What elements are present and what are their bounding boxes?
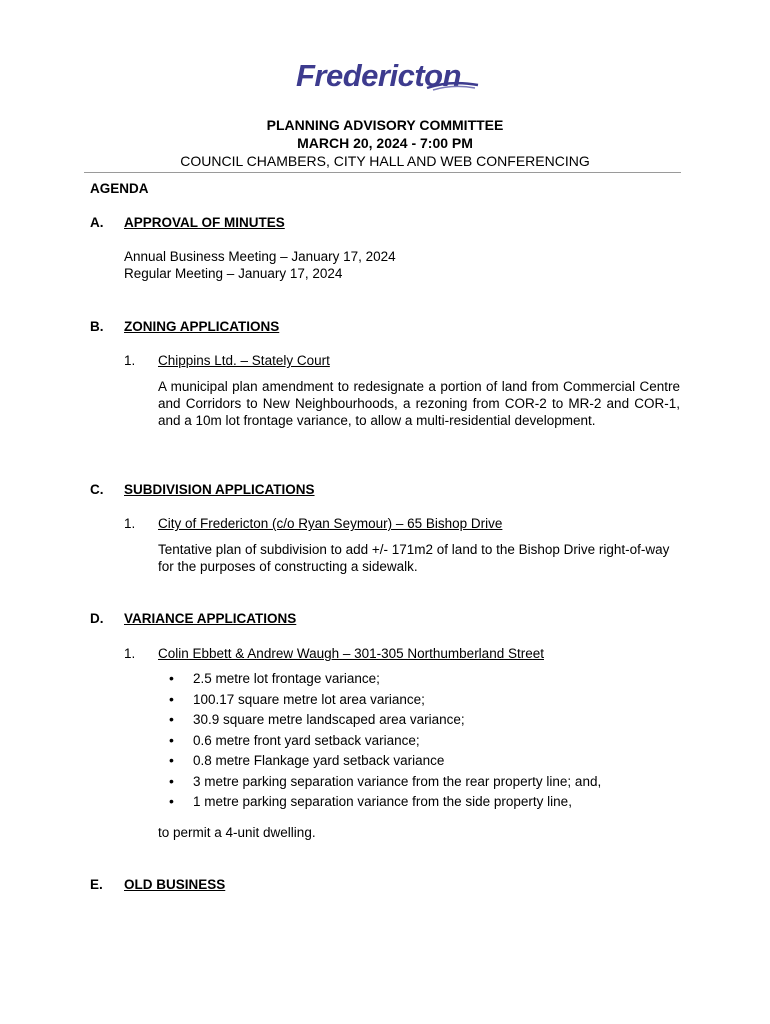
section-d-closing: to permit a 4-unit dwelling. [158, 825, 316, 840]
section-e-letter: E. [90, 877, 103, 892]
city-logo: Fredericton [296, 58, 462, 93]
list-item: • 2.5 metre lot frontage variance; [158, 670, 601, 691]
minutes-line-1: Annual Business Meeting – January 17, 2024 [124, 249, 396, 264]
section-b-title: ZONING APPLICATIONS [124, 319, 280, 334]
section-d-title: VARIANCE APPLICATIONS [124, 611, 297, 626]
meeting-datetime: MARCH 20, 2024 - 7:00 PM [297, 135, 473, 151]
meeting-location: COUNCIL CHAMBERS, CITY HALL AND WEB CONFERENCING [180, 153, 590, 169]
variance-list [158, 670, 601, 814]
minutes-line-2: Regular Meeting – January 17, 2024 [124, 266, 343, 281]
list-item: • 30.9 square metre landscaped area variance; [158, 711, 601, 732]
section-c-title: SUBDIVISION APPLICATIONS [124, 482, 315, 497]
section-c-item-number: 1. [124, 516, 136, 531]
list-item: • 0.6 metre front yard setback variance; [158, 732, 601, 753]
list-item: • 3 metre parking separation variance from the rear property line; and, [158, 773, 601, 794]
section-e-title: OLD BUSINESS [124, 877, 226, 892]
section-d-letter: D. [90, 611, 104, 626]
meeting-header [0, 116, 770, 170]
section-c-item-title: City of Fredericton (c/o Ryan Seymour) – 65 Bishop Drive [158, 516, 503, 531]
section-a-title: APPROVAL OF MINUTES [124, 215, 285, 230]
committee-title: PLANNING ADVISORY COMMITTEE [266, 117, 504, 133]
section-b-item-title: Chippins Ltd. – Stately Court [158, 353, 330, 368]
list-item: • 100.17 square metre lot area variance; [158, 691, 601, 712]
section-b-letter: B. [90, 319, 104, 334]
section-c-item-description: Tentative plan of subdivision to add +/- 171m2 of land to the Bishop Drive right-of-way for the purposes of constructing a sidewalk. [158, 542, 670, 574]
section-d-item-number: 1. [124, 646, 136, 661]
logo-swoosh-icon [425, 80, 480, 92]
list-item: • 0.8 metre Flankage yard setback variance [158, 752, 601, 773]
section-a-letter: A. [90, 215, 104, 230]
section-b-item-description: A municipal plan amendment to redesignate a portion of land from Commercial Centre and Corridors to New Neighbourhoods, a rezoning from COR-2 to MR-2 and COR-1, and a 10m lot frontage variance, to allow a multi-residential development. [158, 379, 680, 428]
header-divider [84, 172, 681, 173]
agenda-heading: AGENDA [90, 181, 149, 196]
list-item: • 1 metre parking separation variance from the side property line, [158, 793, 601, 814]
section-d-item-title: Colin Ebbett & Andrew Waugh – 301-305 Northumberland Street [158, 646, 544, 661]
section-b-item-number: 1. [124, 353, 136, 368]
section-c-letter: C. [90, 482, 104, 497]
